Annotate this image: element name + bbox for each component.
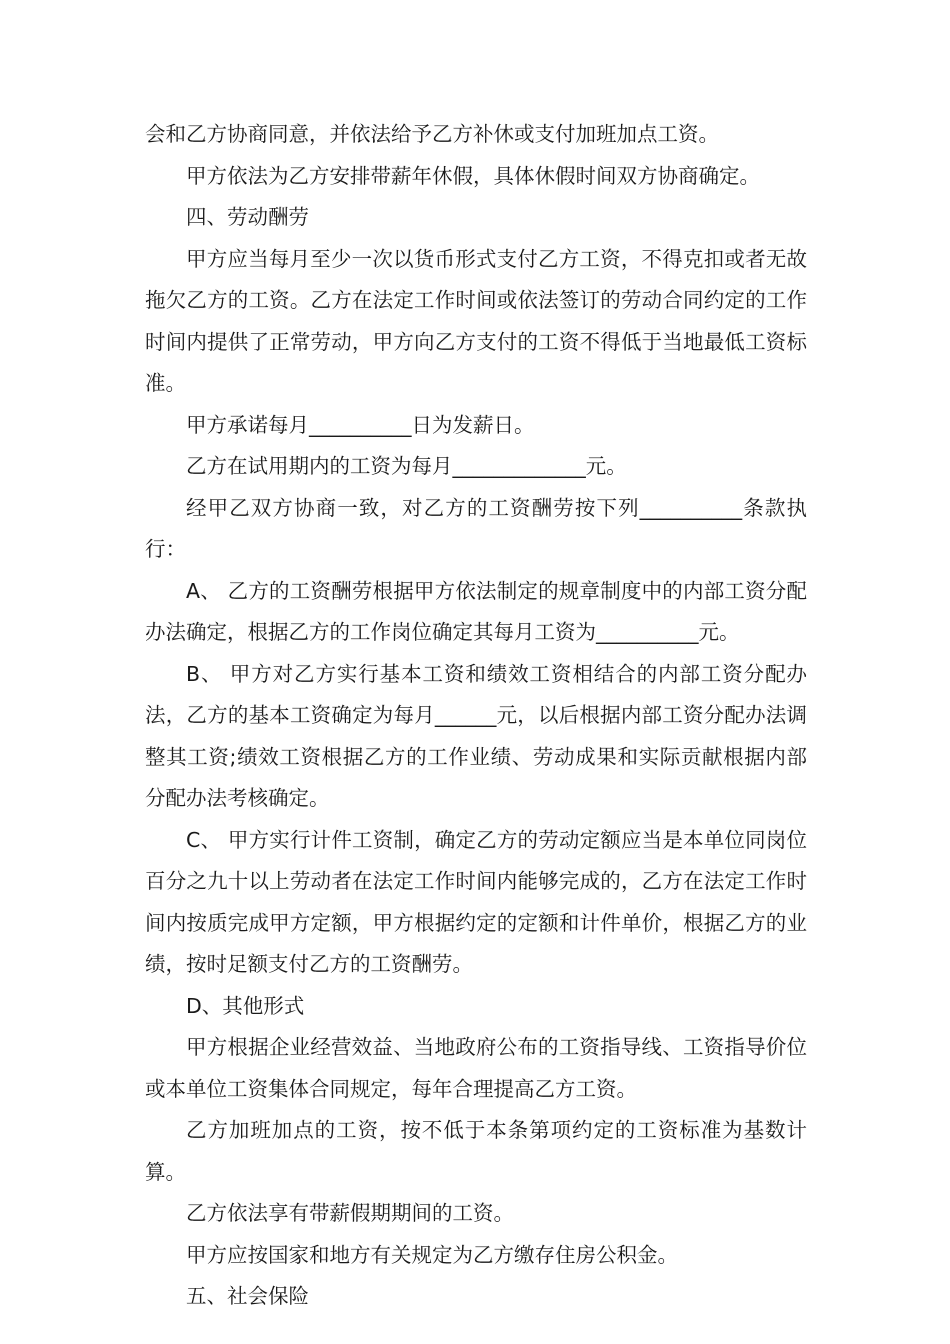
paragraph: 甲方应按国家和地方有关规定为乙方缴存住房公积金。 [186,1242,678,1267]
paragraph: 乙方依法享有带薪假期期间的工资。 [186,1201,514,1225]
paragraph: 会和乙方协商同意，并依法给予乙方补休或支付加班加点工资。 [145,122,719,146]
section-heading: 四、劳动酬劳 [186,205,309,229]
paragraph: 甲方根据企业经营效益、当地政府公布的工资指导线、工资指导价位或本单位工资集体合同规定，每年合理提高乙方工资。 [145,1035,807,1101]
paragraph: 甲方应当每月至少一次以货币形式支付乙方工资，不得克扣或者无故拖欠乙方的工资。乙方在法定工作时间或依法签订的劳动合同约定的工作时间内提供了正常劳动，甲方向乙方支付的工资不得低于当地最低工资标准。 [145,246,807,395]
clause-c: C、 甲方实行计件工资制，确定乙方的劳动定额应当是本单位同岗位百分之九十以上劳动者在法定工作时间内能够完成的，乙方在法定工作时间内按质完成甲方定额，甲方根据约定的定额和计件单价，根据乙方的业绩，按时足额支付乙方的工资酬劳。 [145,827,807,976]
paragraph: 甲方承诺每月__________日为发薪日。 [186,412,535,437]
section-heading: 五、社会保险 [186,1284,309,1308]
clause-d: D、其他形式 [186,993,305,1018]
paragraph: 经甲乙双方协商一致，对乙方的工资酬劳按下列__________条款执行： [145,495,807,561]
document-body [145,114,807,1318]
paragraph: 乙方加班加点的工资，按不低于本条第项约定的工资标准为基数计算。 [145,1118,807,1184]
clause-b: B、 甲方对乙方实行基本工资和绩效工资相结合的内部工资分配办法，乙方的基本工资确定为每月______元，以后根据内部工资分配办法调整其工资;绩效工资根据乙方的工作业绩、劳动成果和实际贡献根据内部分配办法考核确定。 [145,661,807,810]
paragraph: 乙方在试用期内的工资为每月_____________元。 [186,454,627,478]
clause-a: A、 乙方的工资酬劳根据甲方依法制定的规章制度中的内部工资分配办法确定，根据乙方的工作岗位确定其每月工资为__________元。 [145,578,807,644]
paragraph: 甲方依法为乙方安排带薪年休假，具体休假时间双方协商确定。 [186,163,760,188]
